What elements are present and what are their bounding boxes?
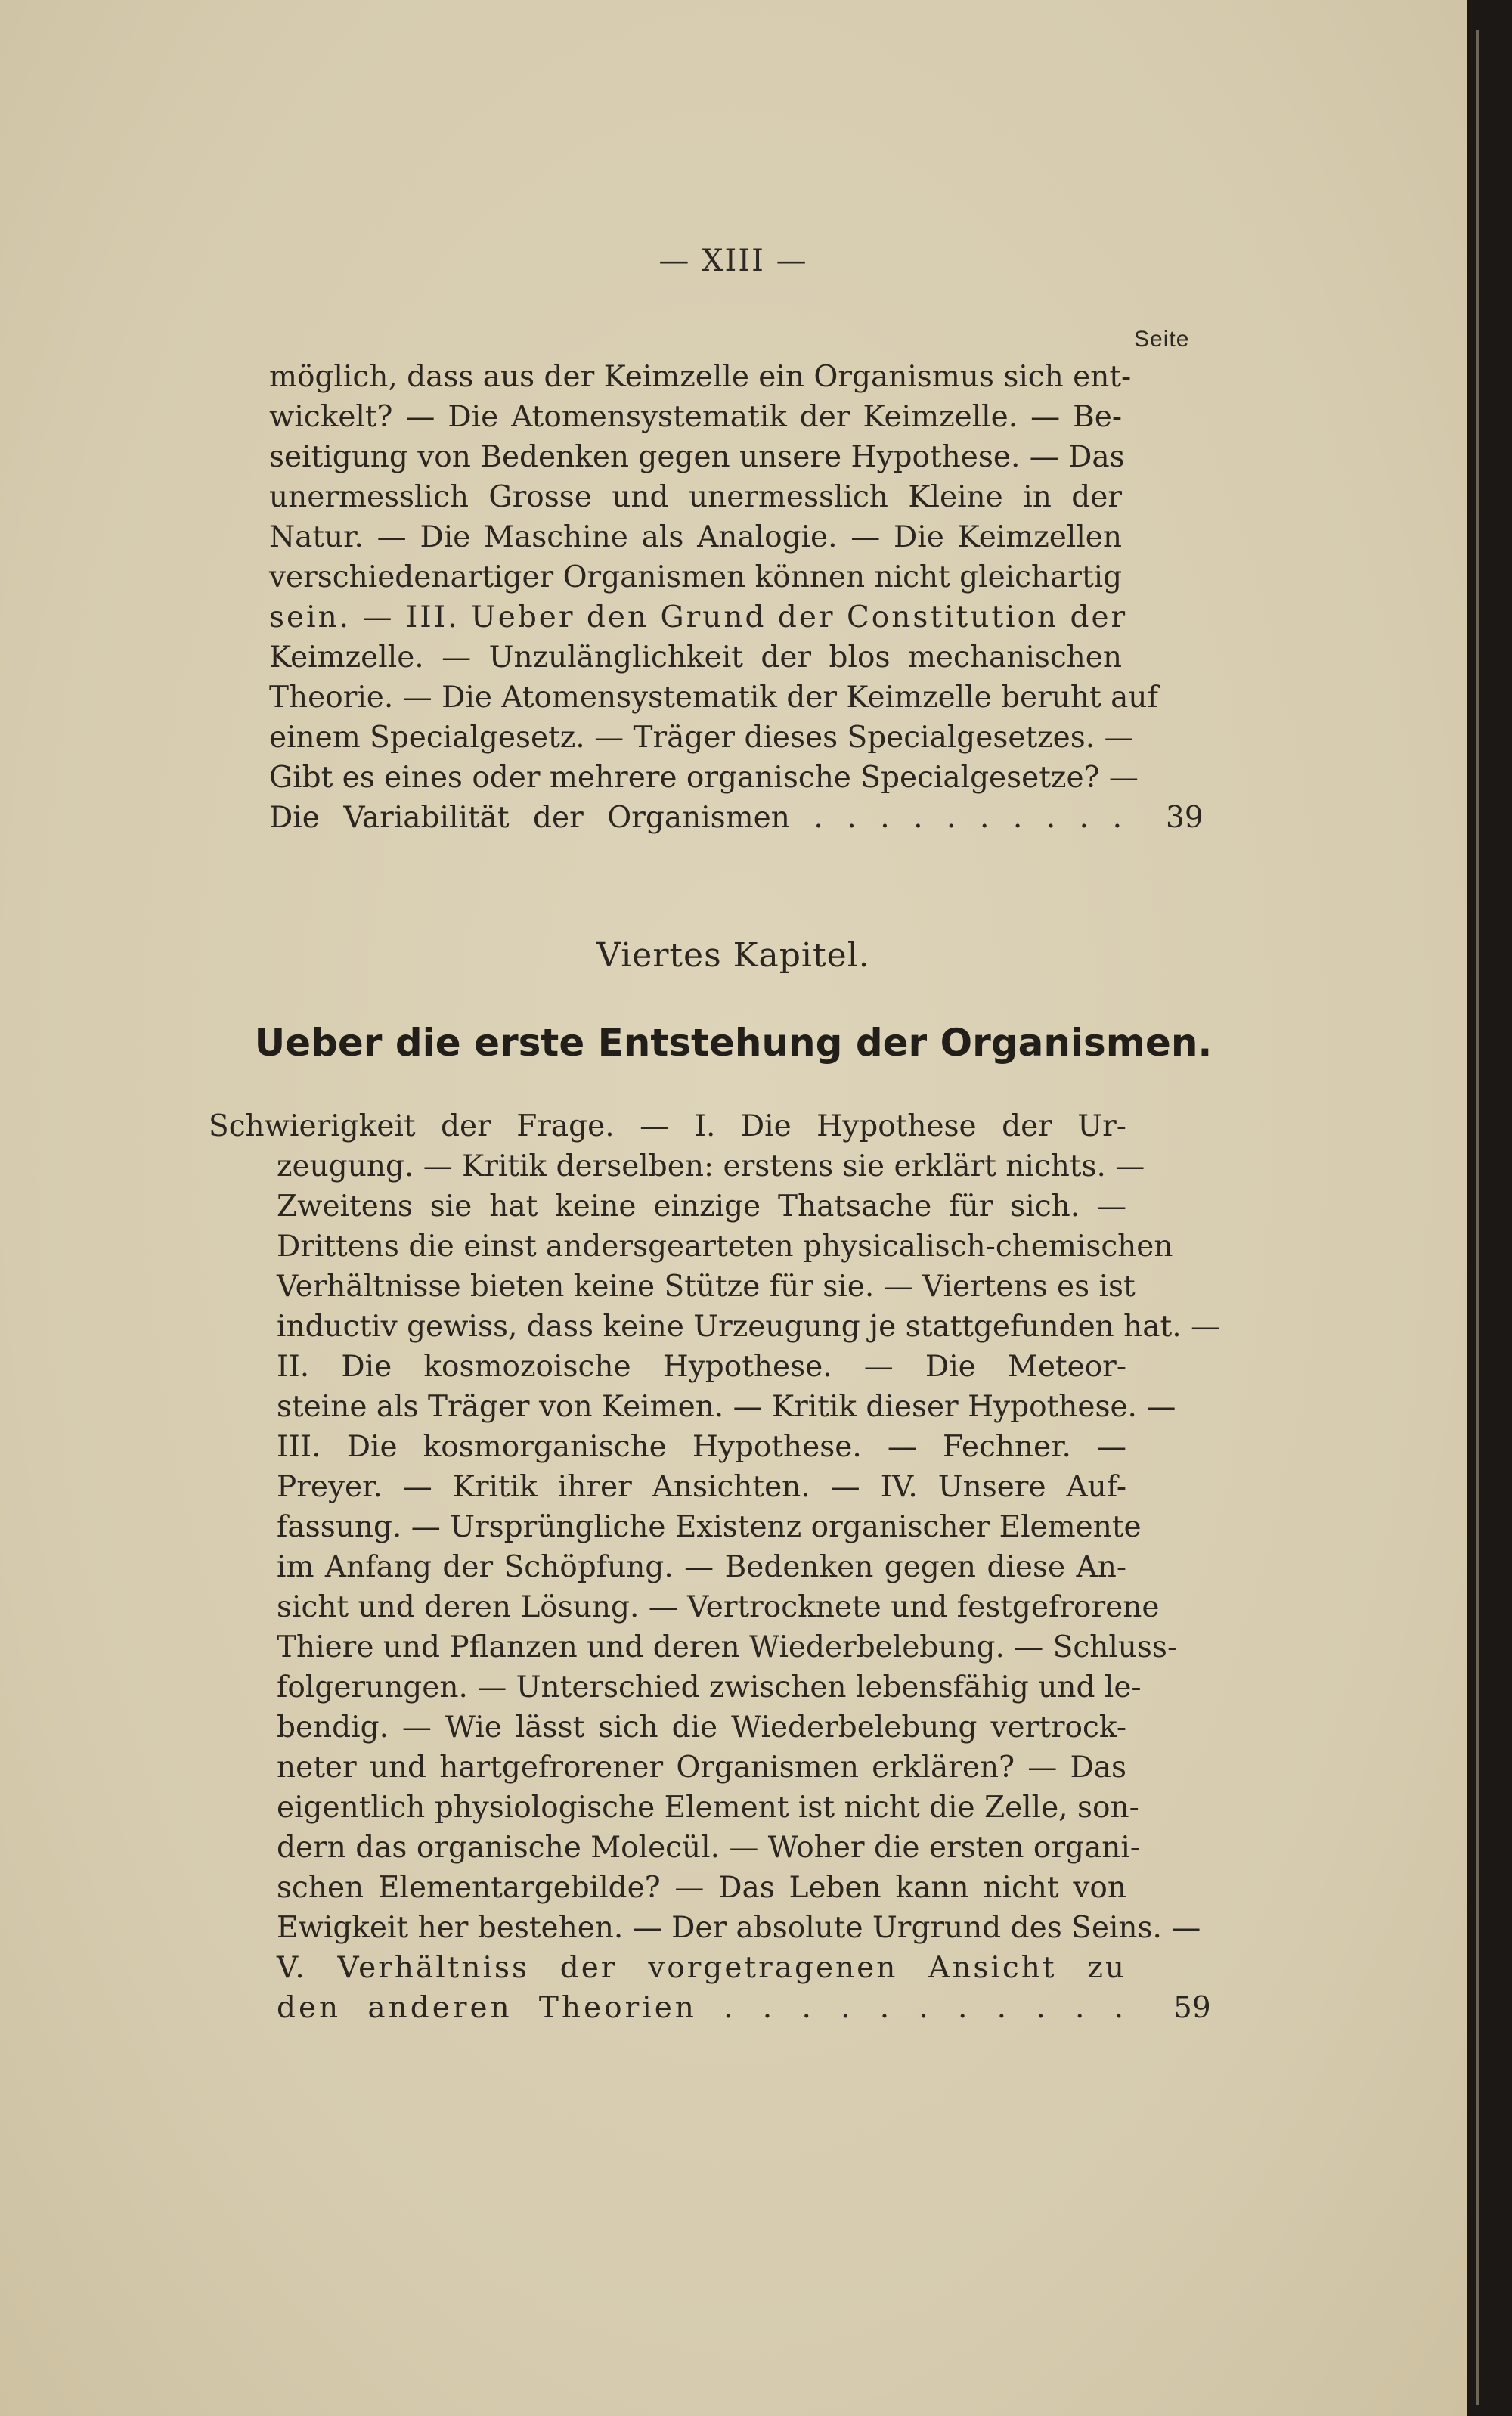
page-number: 39 xyxy=(1166,801,1204,835)
toc-line: möglich, dass aus der Keimzelle ein Organismus sich ent- xyxy=(269,360,1132,394)
toc-line: Drittens die einst andersgearteten physicalisch-chemischen xyxy=(277,1230,1173,1264)
toc-line: seitigung von Bedenken gegen unsere Hypothese. — Das xyxy=(269,440,1125,474)
page-edge-line xyxy=(1476,30,1479,2405)
toc-line: inductiv gewiss, dass keine Urzeugung je stattgefunden hat. — xyxy=(277,1310,1221,1344)
toc-line: folgerungen. — Unterschied zwischen lebensfähig und le- xyxy=(277,1670,1142,1704)
toc-line: Ewigkeit her bestehen. — Der absolute Urgrund des Seins. — xyxy=(277,1911,1201,1945)
toc-line: neter und hartgefrorener Organismen erklären? — Das xyxy=(277,1751,1126,1785)
toc-line: sein. — III. Ueber den Grund der Constitution der xyxy=(269,600,1128,634)
chapter-title: Ueber die erste Entstehung der Organismen. xyxy=(254,1021,1213,1065)
toc-line: Preyer. — Kritik ihrer Ansichten. — IV. Unsere Auf- xyxy=(277,1470,1126,1504)
toc-line: Thiere und Pflanzen und deren Wiederbelebung. — Schluss- xyxy=(277,1630,1178,1664)
toc-line: zeugung. — Kritik derselben: erstens sie erklärt nichts. — xyxy=(277,1149,1145,1183)
toc-line: Die Variabilität der Organismen . . . . . . . . . . xyxy=(269,801,1122,835)
toc-line: den anderen Theorien . . . . . . . . . . . xyxy=(277,1991,1126,2025)
toc-line: steine als Träger von Keimen. — Kritik dieser Hypothese. — xyxy=(277,1390,1176,1424)
seite-label: Seite xyxy=(1134,327,1190,352)
page-number: 59 xyxy=(1173,1991,1211,2025)
page-header: — XIII — xyxy=(658,243,808,278)
toc-line: Natur. — Die Maschine als Analogie. — Die Keimzellen xyxy=(269,520,1122,554)
toc-line: Schwierigkeit der Frage. — I. Die Hypothese der Ur- xyxy=(209,1109,1126,1143)
toc-line: unermesslich Grosse und unermesslich Kleine in der xyxy=(269,480,1122,514)
book-edge xyxy=(1467,0,1512,2416)
toc-line: II. Die kosmozoische Hypothese. — Die Meteor- xyxy=(277,1350,1126,1384)
toc-line: Keimzelle. — Unzulänglichkeit der blos mechanischen xyxy=(269,640,1122,675)
toc-line: einem Specialgesetz. — Träger dieses Specialgesetzes. — xyxy=(269,721,1134,755)
toc-line: Verhältnisse bieten keine Stütze für sie. — Viertens es ist xyxy=(277,1270,1136,1304)
toc-line: wickelt? — Die Atomensystematik der Keimzelle. — Be- xyxy=(269,400,1122,434)
toc-line: V. Verhältniss der vorgetragenen Ansicht zu xyxy=(277,1951,1126,1985)
chapter-label: Viertes Kapitel. xyxy=(596,936,870,975)
toc-line: verschiedenartiger Organismen können nicht gleichartig xyxy=(269,560,1123,594)
toc-line: III. Die kosmorganische Hypothese. — Fechner. — xyxy=(277,1430,1126,1464)
toc-line: Zweitens sie hat keine einzige Thatsache für sich. — xyxy=(277,1189,1126,1224)
toc-line: bendig. — Wie lässt sich die Wiederbelebung vertrock- xyxy=(277,1710,1126,1745)
toc-line: Theorie. — Die Atomensystematik der Keimzelle beruht auf xyxy=(269,681,1158,715)
toc-line: schen Elementargebilde? — Das Leben kann nicht von xyxy=(277,1871,1126,1905)
toc-line: eigentlich physiologische Element ist nicht die Zelle, son- xyxy=(277,1791,1139,1825)
toc-line: im Anfang der Schöpfung. — Bedenken gegen diese An- xyxy=(277,1550,1126,1584)
toc-line: fassung. — Ursprüngliche Existenz organischer Elemente xyxy=(277,1510,1142,1544)
toc-line: sicht und deren Lösung. — Vertrocknete und festgefrorene xyxy=(277,1590,1160,1624)
toc-line: dern das organische Molecül. — Woher die ersten organi- xyxy=(277,1831,1140,1865)
toc-line: Gibt es eines oder mehrere organische Specialgesetze? — xyxy=(269,761,1139,795)
